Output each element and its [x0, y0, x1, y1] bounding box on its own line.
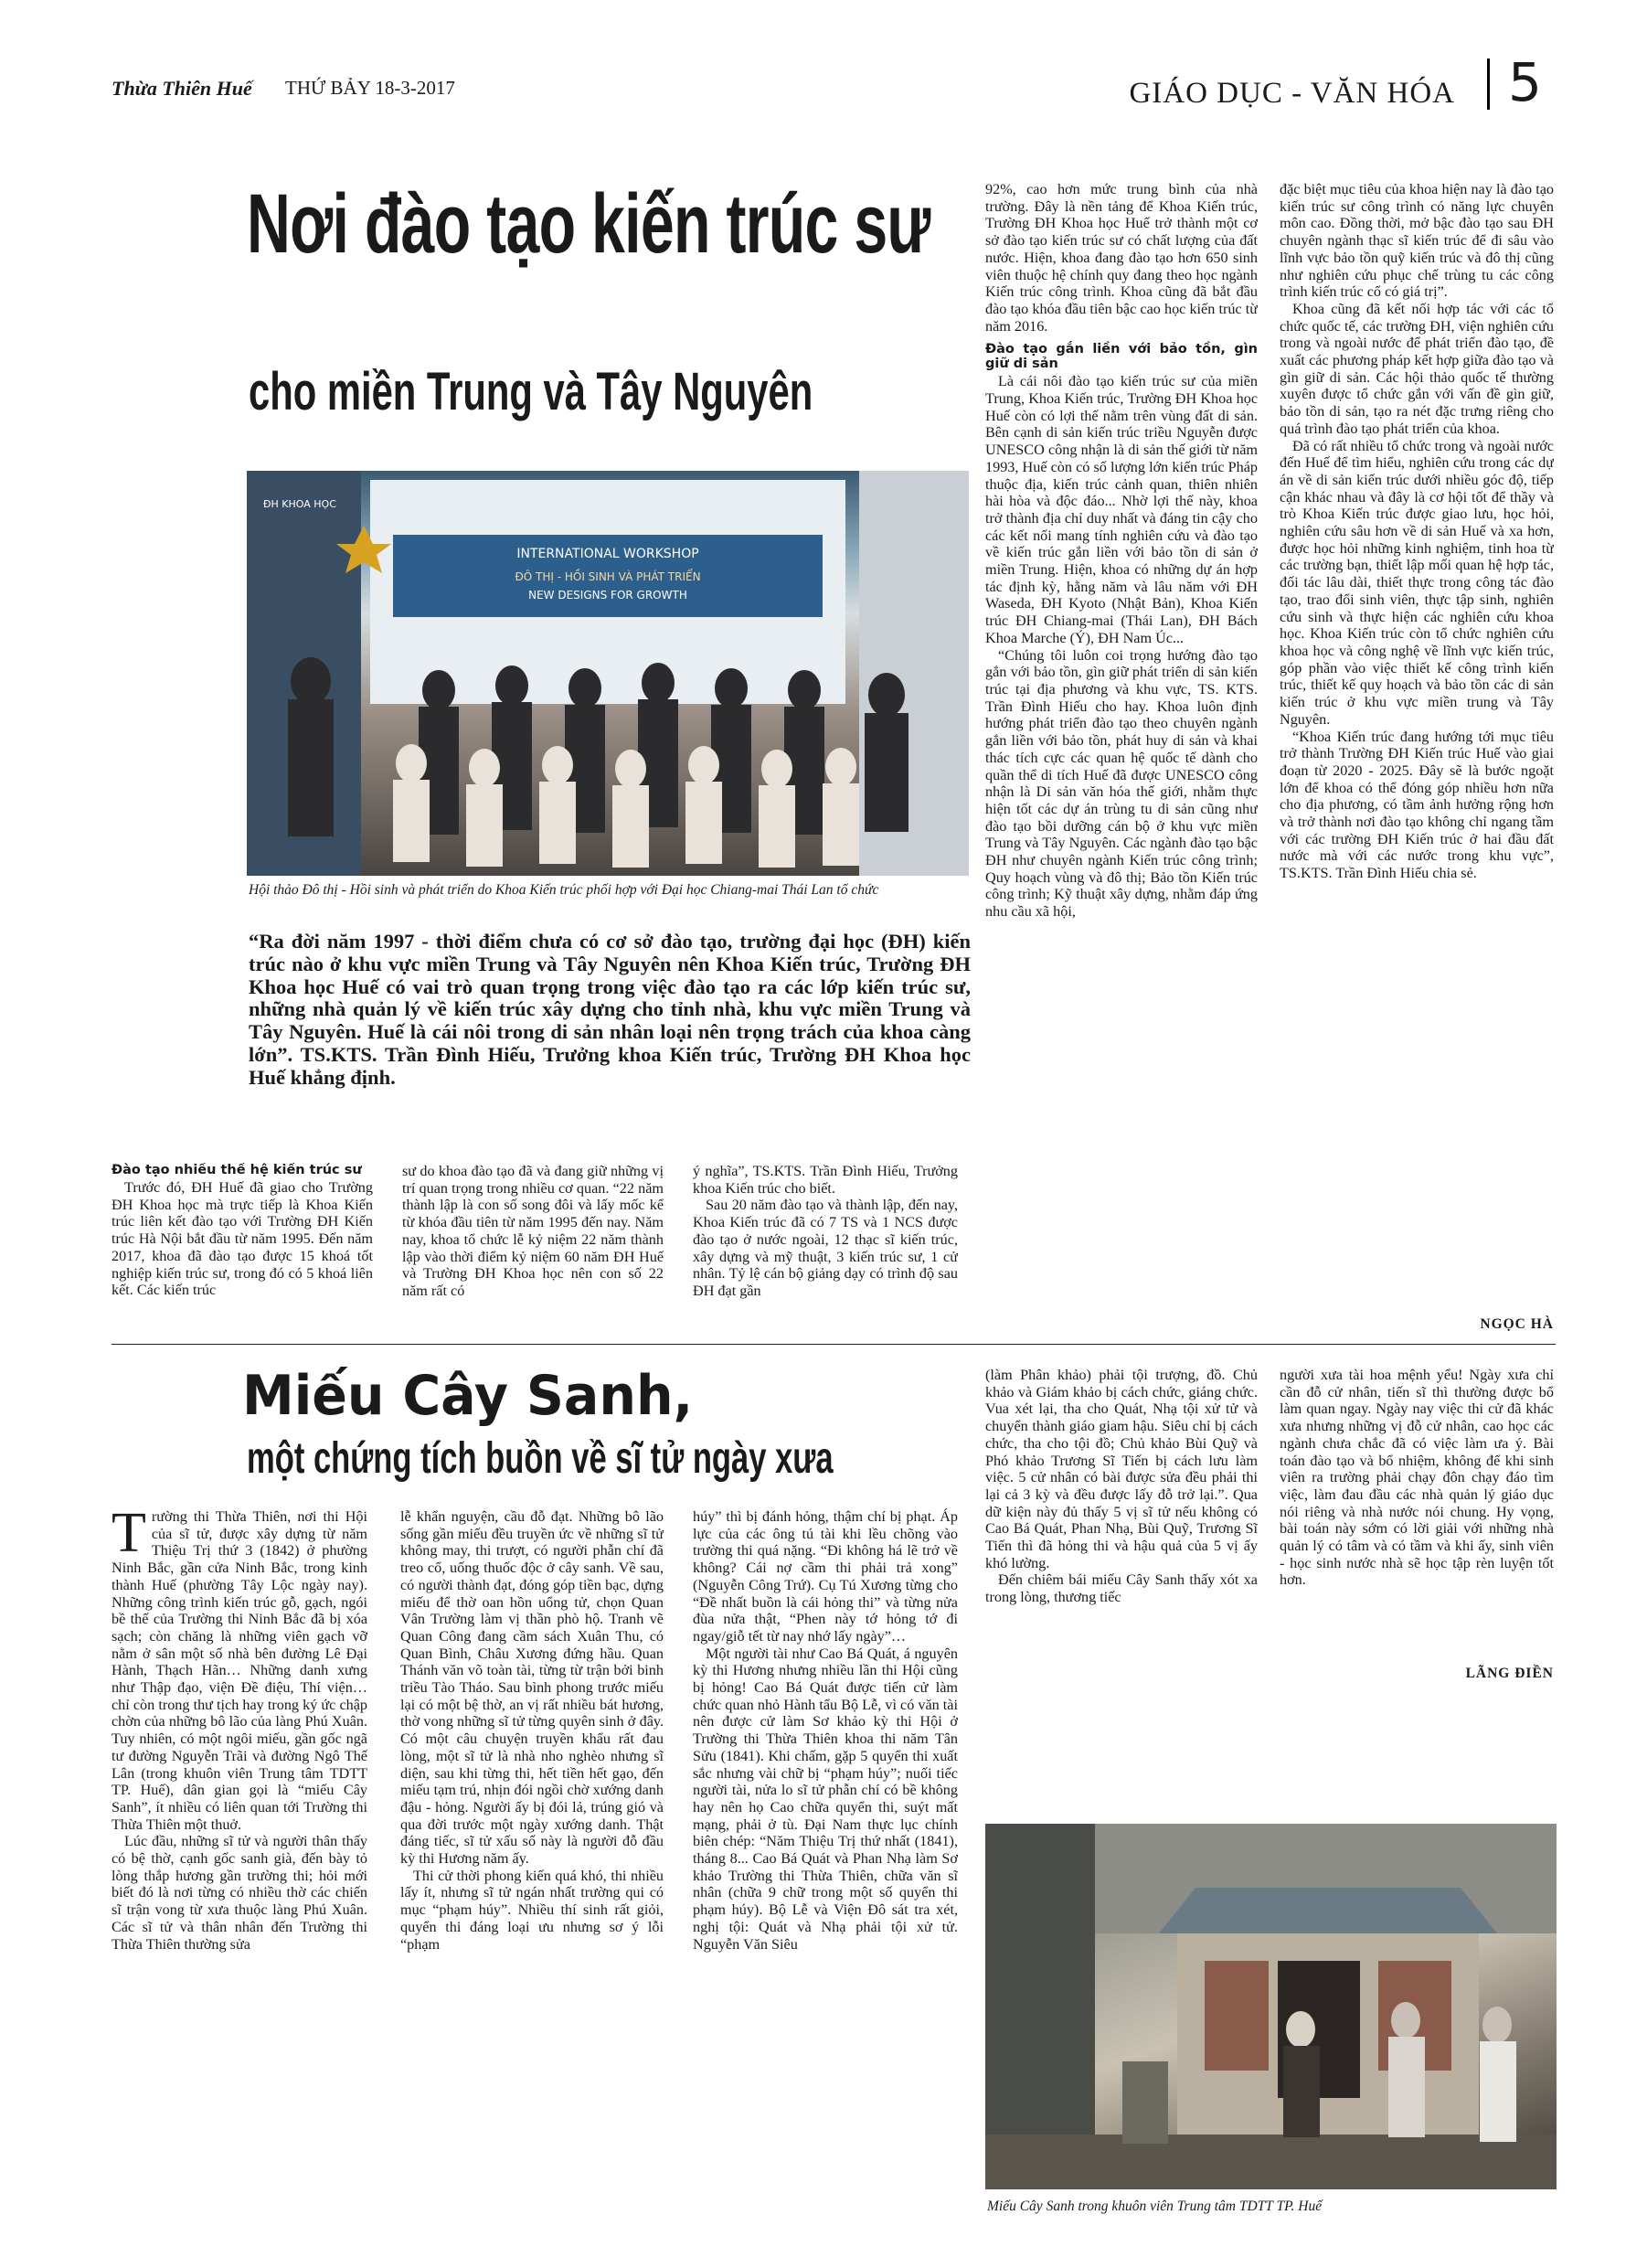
article2-col1-text-a: rường thi Thừa Thiên, nơi thi Hội của sĩ tử, được xây dựng từ năm Thiệu Trị thứ 3 (1842) ở phường Ninh Bắc, gần cửa Ninh Bắc, trong kinh thành Huế (phường Tây Lộc ngày nay). Những công trình kiến trúc gỗ, gạch, ngói bề thế của Trường thi Ninh Bắc đã bị xóa sạch; còn chăng là những viên gạch vỡ nằm ở sân một số nhà bên đường Lê Đại Hành, Thạch Hãn… Những danh xưng như Thập đạo, viện Đề điệu, Thí viện… chỉ còn trong thư tịch hay trong ký ức chập chờn của những bô lão của làng Phú Xuân. Tuy nhiên, có một ngôi miếu, gần gốc ngã tư đường Nguyễn Trãi và đường Ngô Thế Lân (trong khuôn viên Trung tâm TDTT TP. Huế), dân gian gọi là “miếu Cây Sanh”, ít nhiều có liên quan tới Trường thi Thừa Thiên một thuở. — [112, 1508, 367, 1833]
article1-col3-text-a: ý nghĩa”, TS.KTS. Trần Đình Hiếu, Trưởng khoa Kiến trúc cho biết. — [693, 1163, 958, 1197]
article1-column4 — [985, 181, 1258, 1335]
workshop-photo — [247, 471, 969, 876]
article2-col5-text-a: người xưa tài hoa mệnh yểu! Ngày xưa chỉ cần đỗ cử nhân, tiến sĩ thì thường được bổ làm quan ngay. Ngày nay việc thi cử đã khác xưa nhưng những vị đỗ cử nhân, cao học các ngành chưa chắc đã có việc làm ưa ý. Bài toán đào tạo và bổ nhiệm, không để khi sinh viên ra trường phải chạy đôn chạy đáo tìm việc, làm đau đầu các nhà quản lý giáo dục nói riêng và nhà nước nói chung. Hy vọng, bài toán này sớm có lời giải với những nhà quản lý có tâm và có tầm và khi ấy, sinh viên - học sinh nước nhà sẽ học tập rèn luyện tốt hơn. — [1280, 1367, 1554, 1589]
article-separator — [112, 1344, 1556, 1345]
article1-author: NGỌC HÀ — [1480, 1316, 1554, 1332]
article2-col2-text: lễ khẩn nguyện, cầu đỗ đạt. Những bô lão sống gần miếu đều truyền ức về những sĩ tử không may, thi trượt, có người phẫn chí đã treo cổ, uống thuốc độc ở cây sanh. Về sau, có người thành đạt, đóng góp tiền bạc, dựng miếu để thờ oan hồn uổng tử, chọn Quan Vân Trường làm vị thần phò hộ. Tranh vẽ Quan Công đang cầm sách Xuân Thu, có Quan Bình, Châu Xương đứng hầu. Quan Thánh văn võ toàn tài, từng từ trận bởi binh triều Tào Tháo. Sau bình phong trước miếu lại có một bệ thờ, an vị rất nhiều bát hương, thờ vong những sĩ tử từng quyên sinh ở đây. Có một câu chuyện truyền khẩu rất đau lòng, một sĩ tử là nhà nho nghèo nhưng sĩ diện, sau khi từng thi, hết tiền hết gạo, đến miếu tạm trú, nhịn đói ngồi chờ xướng danh đậu - hỏng. Người ấy bị đói lả, trúng gió và qua đời trước một ngày xướng danh. Thật đáng tiếc, sĩ tử xấu số này là người đỗ đầu kỳ thi Hương năm ấy. — [400, 1508, 664, 1868]
article1-col3-text-b: Sau 20 năm đào tạo và thành lập, đến nay, Khoa Kiến trúc đã có 7 TS và 1 NCS được đào tạo ở nước ngoài, 12 thạc sĩ kiến trúc, xây dựng và mỹ thuật, 3 kiến trúc sư, 1 cử nhân. Tỷ lệ cán bộ giảng dạy có trình độ sau ĐH đạt gần — [693, 1197, 958, 1299]
article1-col4-text-c: “Chúng tôi luôn coi trọng hướng đào tạo gắn với bảo tồn, gìn giữ phát triển di sản kiến trúc tại địa phương và khu vực, TS. KTS. Trần Đình Hiếu cho hay. Khoa luôn định hướng phát triển đào tạo theo chuyên ngành gắn liền với bảo tồn, phát huy di sản và khai thác tích cực các quan hệ quốc tế dành cho quần thể di tích Huế đã được UNESCO công nhận là Di sản văn hóa thế giới, nhằm thực hiện tốt các dự án trùng tu di sản cũng như đào tạo bồi dưỡng cán bộ ở khu vực miền Trung và Tây Nguyên. Các ngành đào tạo bậc ĐH như chuyên ngành Kiến trúc công trình; Quy hoạch vùng và đô thị; Bảo tồn Kiến trúc công trình; Kỹ thuật xây dựng, nhằm đáp ứng nhu cầu xã hội, — [985, 646, 1258, 921]
article2-col3-text-a: húy” thì bị đánh hỏng, thậm chí bị phạt. Áp lực của các ông tú tài khi lều chõng vào trường thi quá nặng. “Đi không há lẽ trở về không? Cái nợ cầm thi phải trả xong” (Nguyễn Công Trứ). Cụ Tú Xương từng cho “Đề nhất buồn là cái hỏng thi” và từng nửa đùa nửa thật, “Phen này tớ hỏng tớ đi ngay/giỗ tết từ nay nhớ lấy ngày”… — [693, 1508, 958, 1645]
article1-col4-text-b: Là cái nôi đào tạo kiến trúc sư của miền Trung, Khoa Kiến trúc, Trường ĐH Khoa học Huế còn có lợi thế nằm trên vùng đất di sản. Bên cạnh di sản kiến trúc triều Nguyễn được UNESCO công nhận là di sản thế giới từ năm 1993, Huế còn có số lượng lớn kiến trúc Pháp thuộc địa, kiến trúc cảnh quan, thiên nhiên hài hòa và độc đáo... Nhờ lợi thế này, khoa trở thành địa chỉ duy nhất và đáng tin cậy cho các kết nối mang tính nghiên cứu và đào tạo về kiến trúc gắn liền với bảo tồn di sản ở miền Trung. Hiện, khoa có những dự án hợp tác định kỳ, hằng năm và lâu năm với ĐH Waseda, ĐH Kyoto (Nhật Bản), Khoa Kiến trúc ĐH Chiang-mai (Thái Lan), ĐH Bách Khoa Marche (Ý), ĐH Nam Úc... — [985, 373, 1258, 646]
article1-column2 — [402, 1163, 664, 1326]
article2-col1-text-b: Lúc đầu, những sĩ tử và người thân thấy có bệ thờ, cạnh gốc sanh già, đến bày tỏ lòng thắp hương gần trường thi; hỏi mới biết đó là nơi từng có nhiều thờ các chiến sĩ trận vong từ xưa thuộc làng Phú Xuân. Các sĩ tử và thân nhân đến Trường thi Thừa Thiên thường sửa — [112, 1833, 367, 1953]
article1-column1 — [112, 1163, 373, 1326]
article2-col2-text-b: Thi cử thời phong kiến quá khó, thi nhiều lấy ít, nhưng sĩ tử ngán nhất trường qui có mục “phạm húy”. Nhiều thí sinh rất giỏi, quyển thi đáng loại ưu nhưng sơ ý lỗi “phạm — [400, 1867, 664, 1953]
article2-title-line1: Miếu Cây Sanh, — [242, 1364, 694, 1428]
door-sign: ĐH KHOA HỌC — [263, 498, 336, 510]
article2-author: LÃNG ĐIỀN — [1465, 1666, 1554, 1681]
article1-col5-text-b: Khoa cũng đã kết nối hợp tác với các tổ chức quốc tế, các trường ĐH, viện nghiên cứu trong và ngoài nước để phát triển đào tạo, đề xuất các phương pháp kết hợp giữa đào tạo và gìn giữ di sản. Các hội thảo quốc tế thường xuyên được tổ chức gắn với vấn đề gìn giữ, bảo tồn di sản, tạo ra nét đặc trưng riêng cho quá trình đào tạo phát triển của khoa. — [1280, 300, 1554, 437]
article1-col5-text-a: đặc biệt mục tiêu của khoa hiện nay là đào tạo kiến trúc sư công trình có năng lực chuyên môn cao. Đồng thời, mở bậc đào tạo sau ĐH chuyên ngành thạc sĩ kiến trúc để đi sâu vào lĩnh vực bảo tồn quỹ kiến trúc và đô thị cũng như nghiên cứu phục chế trùng tu các công trình kiến trúc cổ có giá trị”. — [1280, 181, 1554, 301]
article1-col2-text: sư do khoa đào tạo đã và đang giữ những vị trí quan trọng trong nhiều cơ quan. “22 năm thành lập là con số song đôi và lấy mốc kể từ khóa đầu tiên từ năm 1995 đến nay. Năm nay, khoa tổ chức lễ kỷ niệm 22 năm thành lập vào thời điểm kỷ niệm 60 năm ĐH Huế và Trường ĐH Khoa học nên con số 22 năm rất có — [402, 1163, 664, 1299]
article2-column1 — [112, 1508, 367, 2231]
header-divider — [1487, 59, 1490, 110]
workshop-photo-drawing — [247, 471, 969, 876]
shrine-photo-drawing — [985, 1824, 1557, 2189]
article2-col3-text-b: Một người tài như Cao Bá Quát, á nguyên kỳ thi Hương nhưng nhiều lần thi Hội cũng bị hỏng! Cao Bá Quát được tiến cử làm chức quan nhỏ Hành tẩu Bộ Lễ, vì có văn tài nên được cử làm Sơ khảo kỳ thi Hội ở Trường thi Thừa Thiên khoa thi năm Tân Sửu (1841). Khi chấm, gặp 5 quyển thi xuất sắc nhưng vài chữ bị “phạm húy”; nuối tiếc người tài, nửa lo sĩ tử phẫn chí có bề không hay nên họ Cao chữa quyển thi, suýt mất mạng, phải ở tù. Đại Nam thực lục chính biên chép: “Năm Thiệu Trị thứ nhất (1841), tháng 8... Cao Bá Quát và Phan Nhạ làm Sơ khảo Trường thi Thừa Thiên, chữa văn sĩ nhân (chữa 9 chữ trong một số quyển thi phạm húy). Bộ Lễ và Viện Đô sát tra xét, nghị tội: Quát và Nhạ phải tội xử tử. Nguyễn Văn Siêu — [693, 1645, 958, 1953]
article2-column2 — [400, 1508, 664, 2231]
banner-subtitle-en: NEW DESIGNS FOR GROWTH — [528, 589, 687, 602]
article1-subheading2: Đào tạo gắn liền với bảo tồn, gìn giữ di sản — [985, 342, 1258, 372]
article1-lead: “Ra đời năm 1997 - thời điểm chưa có cơ sở đào tạo, trường đại học (ĐH) kiến trúc nào ở khu vực miền Trung và Tây Nguyên nên Khoa Kiến trúc, Trường ĐH Khoa học Huế có vai trò quan trọng trong việc đào tạo ra các lớp kiến trúc sư, những nhà quản lý về kiến trúc xây dựng cho tỉnh nhà, khu vực miền Trung và Tây Nguyên. Huế là cái nôi trong di sản nhân loại nên trọng trách của khoa càng lớn”. TS.KTS. Trần Đình Hiếu, Trưởng khoa Kiến trúc, Trường ĐH Khoa học Huế khẳng định. — [249, 930, 971, 1089]
article1-column3 — [693, 1163, 958, 1326]
shrine-photo-caption: Miếu Cây Sanh trong khuôn viên Trung tâm TDTT TP. Huế — [987, 2199, 1323, 2214]
article1-column5 — [1280, 181, 1554, 1315]
article2-column3 — [693, 1508, 958, 2231]
page-number: 5 — [1508, 51, 1542, 113]
shrine-photo — [985, 1824, 1557, 2189]
banner-subtitle-vn: ĐÔ THỊ - HỒI SINH VÀ PHÁT TRIỂN — [515, 570, 701, 583]
article1-subheading1: Đào tạo nhiều thế hệ kiến trúc sư — [112, 1163, 362, 1177]
article1-col5-text-d: “Khoa Kiến trúc đang hướng tới mục tiêu trở thành Trường ĐH Kiến trúc Huế vào giai đoạn từ 2020 - 2025. Đây sẽ là bước ngoặt lớn để khoa có thể đóng góp nhiều hơn nữa cho địa phương, có tầm ảnh hưởng rộng hơn và trở thành nơi đào tạo không chỉ ngang tầm với các trường ĐH Kiến trúc ở hai đầu đất nước mà với các nước trong khu vực”, TS.KTS. Trần Đình Hiếu chia sẻ. — [1280, 728, 1554, 882]
article1-col5-text-c: Đã có rất nhiều tổ chức trong và ngoài nước đến Huế để tìm hiểu, nghiên cứu trong các dự án về di sản kiến trúc dưới nhiều góc độ, tiếp cận khác nhau và đây là cơ hội tốt để thầy và trò Khoa Kiến trúc được giao lưu, học hỏi, nghiên cứu sâu hơn về di sản Huế và xa hơn, được học hỏi những kinh nghiệm, tinh hoa từ các trường bạn, thiết lập mối quan hệ hợp tác, đối tác lâu dài, thiết thực trong công tác đào tạo, trao đổi sinh viên, thực tập sinh, nghiên cứu sinh và thực hiện các nghiên cứu khoa học. Khoa Kiến trúc còn tổ chức nghiên cứu khoa học và công nghệ về lĩnh vực kiến trúc, góp phần vào việc thiết kế công trình kiến trúc, thiết kế quy hoạch và bảo tồn các di sản kiến trúc ở khu vực miền trung và Tây Nguyên. — [1280, 437, 1554, 728]
newspaper-name: Thừa Thiên Huế — [112, 77, 252, 100]
article2-column5 — [1280, 1367, 1554, 1687]
section-title: GIÁO DỤC - VĂN HÓA — [1129, 77, 1455, 110]
article2-title-line2: một chứng tích buồn về sĩ tử ngày xưa — [247, 1434, 834, 1483]
article1-title-line2: cho miền Trung và Tây Nguyên — [249, 362, 813, 421]
banner-title: INTERNATIONAL WORKSHOP — [516, 547, 699, 561]
article2-col4-text-a: (làm Phân khảo) phải tội trượng, đồ. Chủ khảo và Giám khảo bị cách chức, giáng chức. Vua xét lại, tha cho Quát, Nhạ tội xử tử và chuyển thành giáo giam hậu. Siêu chỉ bị cách chức, tha cho tội đồ; Chủ khảo Bùi Quỹ và Phó khảo Trương Sĩ Tiến bị cách lưu làm việc. 5 cử nhân có bài được sửa đều phải thi lại cả 3 kỳ và đều được lấy đỗ trở lại.”. Qua dữ kiện này đủ thấy 5 vị sĩ tử nếu không có Cao Bá Quát, Phan Nhạ, Bùi Quỹ, Trương Sĩ Tiến thì đã hỏng thi và hậu quả của 5 vị ấy khó lường. — [985, 1367, 1258, 1571]
article2-column4 — [985, 1367, 1258, 1723]
article1-title-line1: Nơi đào tạo kiến trúc sư — [247, 177, 930, 271]
issue-date: THỨ BẢY 18-3-2017 — [285, 77, 455, 99]
article1-col4-text-a: 92%, cao hơn mức trung bình của nhà trường. Đây là nền tảng để Khoa Kiến trúc, Trường ĐH Khoa học Huế trở thành một cơ sở đào tạo kiến trúc sư có chất lượng của đất nước. Hiện, khoa đang đào tạo hơn 650 sinh viên thuộc hệ chính quy đang theo học ngành Kiến trúc công trình. Khoa cũng đã bắt đầu đào tạo khóa đầu tiên bậc cao học kiến trúc từ năm 2016. — [985, 181, 1258, 335]
dropcap: T — [112, 1508, 146, 1564]
article2-col4-text-b: Đến chiêm bái miếu Cây Sanh thấy xót xa trong lòng, thương tiếc — [985, 1571, 1258, 1606]
article1-col1-text: Trước đó, ĐH Huế đã giao cho Trường ĐH Khoa học mà trực tiếp là Khoa Kiến trúc liên kết đào tạo với Trường ĐH Kiến trúc Hà Nội bắt đầu từ năm 1995. Đến năm 2017, khoa đã đào tạo được 15 khoá tốt nghiệp kiến trúc sư, trong đó có 5 khoá liên kết. Các kiến trúc — [112, 1179, 373, 1299]
workshop-photo-caption: Hội thảo Đô thị - Hồi sinh và phát triển do Khoa Kiến trúc phối hợp với Đại học Chiang-mai Thái Lan tổ chức — [249, 882, 879, 898]
